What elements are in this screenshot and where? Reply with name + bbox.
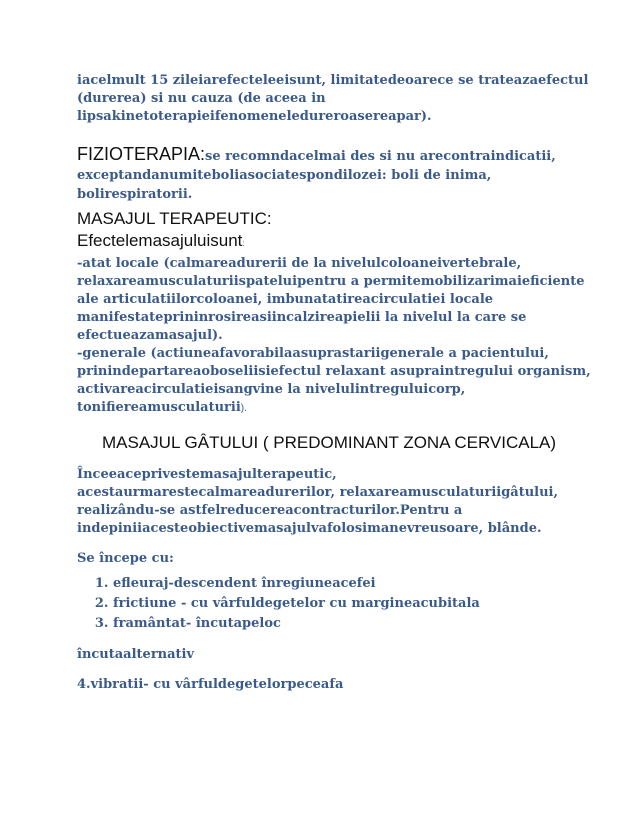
section-title: MASAJUL GÂTULUI ( PREDOMINANT ZONA CERVICALA) [102,433,557,452]
list-item: 1. efleuraj-descendent înregiuneacefei [113,574,597,594]
list-item: 3. framântat- încutapeloc [113,614,597,634]
incut-alternativ: încutaalternativ [77,647,195,662]
efecte-generale-end: ). [240,403,247,414]
efecte-heading-colon: : [242,239,245,248]
efecte-heading [77,230,597,255]
efecte-heading-text: Efectelemasajuluisunt [77,231,243,250]
step-4: 4.vibratii- cu vârfuldegetelorpeceafa [77,677,344,692]
steps-list [77,574,597,634]
masaj-gat-intro: Înceeaceprivestemasajulterapeutic, acestaurmarestecalmareadurerilor, relaxareamusculaturiigâtului, realizându-se astfelreducereacontracturilor.Pentru a indepiniiacesteobiectivemasajulvafolosimanevreusoare, blânde. [77,467,559,536]
fizioterapia-text: se recomndacelmai des si nu arecontraindicatii, exceptandanumiteboliasociatespondilozei: boli de inima, bolirespiratorii. [77,149,556,202]
document-page [77,70,597,694]
fizioterapia-block [77,144,597,204]
efecte-generale [77,345,597,418]
efecte-locale: -atat locale (calmareadurerii de la nivelulcoloaneivertebrale, relaxareamusculaturiispateluipentru a permitemobilizarimaieficiente ale articulatiilorcoloanei, imbunatatireacirculatiei locale manifestateprininrosireasiincalzireapielii la nivelul la care se efectueazamasajul). [77,256,585,343]
se-incepe-label: Se începe cu: [77,551,174,566]
list-item: 2. frictiune - cu vârfuldegetelor cu margineacubitala [113,594,597,614]
masaj-terapeutic-heading [77,208,597,230]
fizioterapia-heading: FIZIOTERAPIA: [77,144,206,164]
efecte-generale-text: -generale (actiuneafavorabilaasuprastariigenerale a pacientului, prinindepartareaoboseliisiefectul relaxant asupraintregului organism, activareacirculatieisangvine la nivelulintreguluicorp, tonifiereamusculaturii [77,346,591,415]
intro-paragraph: iacelmult 15 zileiarefecteleeisunt, limitatedeoarece se trateazaefectul (durerea) si nu cauza (de aceea in lipsakinetoterapieifenomeneledureroasereapar). [77,73,589,124]
masaj-heading-text: MASAJUL TERAPEUTIC [77,209,267,228]
masaj-heading-colon: : [266,209,272,228]
